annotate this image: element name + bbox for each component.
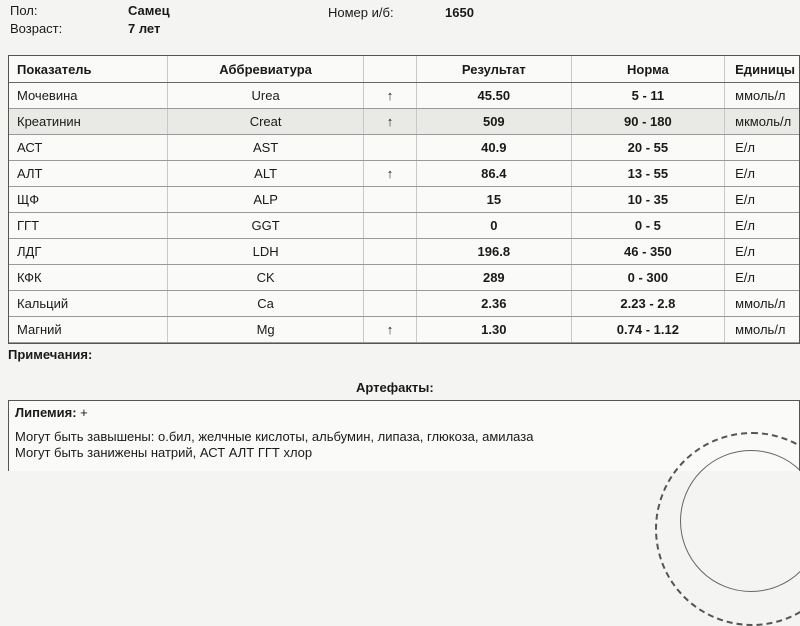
result-value: 45.50: [417, 83, 572, 109]
parameter-abbr: Urea: [168, 83, 364, 109]
parameter-abbr: Ca: [168, 291, 364, 317]
unit: ммоль/л: [725, 317, 799, 343]
norm-range: 90 - 180: [571, 109, 725, 135]
arrow-up-icon: ↑: [364, 317, 417, 343]
parameter-abbr: Mg: [168, 317, 364, 343]
artifacts-box: [8, 400, 800, 471]
flag-cell: [364, 187, 417, 213]
result-value: 0: [417, 213, 572, 239]
lipemia-value: +: [80, 405, 88, 420]
parameter-abbr: AST: [168, 135, 364, 161]
table-header-row: [9, 56, 799, 83]
notes-label: Примечания:: [8, 347, 93, 362]
parameter-name: Креатинин: [9, 109, 168, 135]
table-row: [9, 317, 799, 343]
parameter-abbr: LDH: [168, 239, 364, 265]
parameter-name: Магний: [9, 317, 168, 343]
parameter-name: ЩФ: [9, 187, 168, 213]
unit: Е/л: [725, 213, 799, 239]
result-value: 196.8: [417, 239, 572, 265]
increased-note: Могут быть завышены: о.бил, желчные кислоты, альбумин, липаза, глюкоза, амилаза: [15, 429, 534, 444]
norm-range: 0 - 300: [571, 265, 725, 291]
col-header-parameter: Показатель: [9, 56, 168, 83]
parameter-abbr: CK: [168, 265, 364, 291]
col-header-flag: [364, 56, 417, 83]
table-row: [9, 109, 799, 135]
table-row: [9, 187, 799, 213]
parameter-abbr: ALT: [168, 161, 364, 187]
decreased-note: Могут быть занижены натрий, АСТ АЛТ ГГТ хлор: [15, 445, 313, 460]
unit: мкмоль/л: [725, 109, 799, 135]
parameter-abbr: GGT: [168, 213, 364, 239]
case-number-label: Номер и/б:: [328, 5, 394, 20]
table-row: [9, 239, 799, 265]
table-row: [9, 213, 799, 239]
flag-cell: [364, 265, 417, 291]
result-value: 2.36: [417, 291, 572, 317]
table-row: [9, 265, 799, 291]
table-row: [9, 135, 799, 161]
parameter-name: АЛТ: [9, 161, 168, 187]
age-label: Возраст:: [10, 21, 63, 36]
result-value: 86.4: [417, 161, 572, 187]
flag-cell: [364, 213, 417, 239]
parameter-abbr: ALP: [168, 187, 364, 213]
arrow-up-icon: ↑: [364, 161, 417, 187]
unit: Е/л: [725, 161, 799, 187]
parameter-name: ГГТ: [9, 213, 168, 239]
col-header-units: Единицы: [725, 56, 799, 83]
norm-range: 2.23 - 2.8: [571, 291, 725, 317]
col-header-result: Результат: [417, 56, 572, 83]
parameter-name: КФК: [9, 265, 168, 291]
unit: ммоль/л: [725, 291, 799, 317]
norm-range: 13 - 55: [571, 161, 725, 187]
result-value: 289: [417, 265, 572, 291]
parameter-name: Кальций: [9, 291, 168, 317]
norm-range: 10 - 35: [571, 187, 725, 213]
norm-range: 0 - 5: [571, 213, 725, 239]
result-value: 1.30: [417, 317, 572, 343]
sex-value: Самец: [128, 3, 170, 18]
parameter-name: АСТ: [9, 135, 168, 161]
parameter-abbr: Creat: [168, 109, 364, 135]
artifacts-title: Артефакты:: [356, 380, 434, 395]
norm-range: 46 - 350: [571, 239, 725, 265]
arrow-up-icon: ↑: [364, 109, 417, 135]
norm-range: 0.74 - 1.12: [571, 317, 725, 343]
table-row: [9, 161, 799, 187]
result-value: 509: [417, 109, 572, 135]
parameter-name: ЛДГ: [9, 239, 168, 265]
norm-range: 20 - 55: [571, 135, 725, 161]
unit: Е/л: [725, 239, 799, 265]
col-header-abbreviation: Аббревиатура: [168, 56, 364, 83]
lipemia-label: Липемия:: [15, 405, 77, 420]
age-value: 7 лет: [128, 21, 161, 36]
results-table: [8, 55, 800, 344]
table-row: [9, 83, 799, 109]
parameter-name: Мочевина: [9, 83, 168, 109]
flag-cell: [364, 135, 417, 161]
unit: Е/л: [725, 187, 799, 213]
flag-cell: [364, 291, 417, 317]
arrow-up-icon: ↑: [364, 83, 417, 109]
case-number-value: 1650: [445, 5, 474, 20]
unit: Е/л: [725, 135, 799, 161]
result-value: 15: [417, 187, 572, 213]
result-value: 40.9: [417, 135, 572, 161]
sex-label: Пол:: [10, 3, 38, 18]
unit: Е/л: [725, 265, 799, 291]
col-header-norm: Норма: [571, 56, 725, 83]
flag-cell: [364, 239, 417, 265]
unit: ммоль/л: [725, 83, 799, 109]
norm-range: 5 - 11: [571, 83, 725, 109]
table-row: [9, 291, 799, 317]
